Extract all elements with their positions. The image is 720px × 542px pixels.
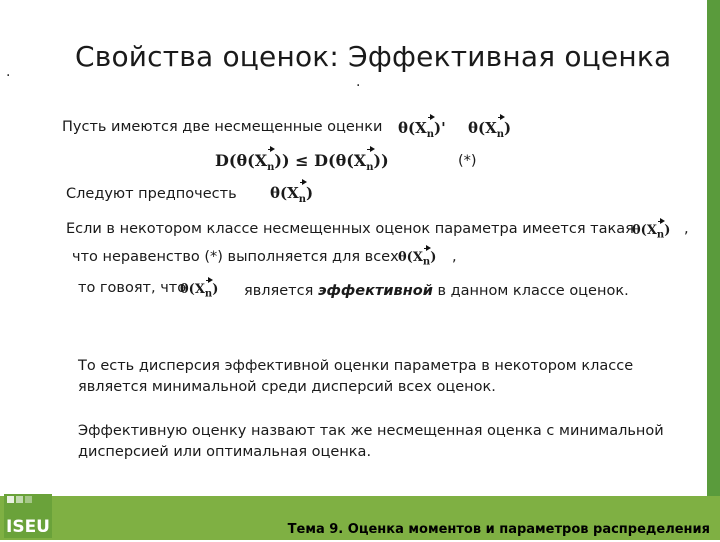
ineq-d-right: D (314, 151, 328, 170)
ineq-left-sub: n (267, 162, 275, 174)
para1-line2: является минимальной среди дисперсий всех оценок. (78, 379, 496, 395)
comma-1: , (684, 221, 689, 237)
estimate-1-prime: ' (441, 119, 446, 137)
line-prefer: Следуют предпочесть (66, 186, 237, 202)
estimate-2-formula (468, 119, 511, 140)
effective-estimate (180, 282, 218, 300)
line-two-estimates: Пусть имеются две несмещенные оценки (62, 119, 383, 135)
estimate-1-close: ) (434, 119, 442, 137)
estimate-1-body: θ(X (398, 119, 427, 137)
title-dot: . (356, 74, 361, 90)
ineq-right-sub: n (366, 162, 374, 174)
all-est-sub: n (422, 256, 431, 268)
slide-title: Свойства оценок: Эффективная оценка (75, 40, 672, 73)
para1-line1: То есть дисперсия эффективной оценки параметра в некотором классе (78, 358, 634, 374)
ineq-left-close1: ) (274, 151, 282, 170)
footer-topic: Тема 9. Оценка моментов и параметров распределения (287, 522, 710, 537)
ineq-left-close2: ) (281, 151, 290, 170)
is-word: является (244, 283, 314, 299)
estimate-2-body: θ(X (468, 119, 497, 137)
comma-2: , (452, 249, 457, 265)
all-est-close: ) (430, 250, 437, 265)
para2-line1: Эффективную оценку назвают так же несмещенная оценка с минимальной (78, 423, 664, 439)
iseu-logo (4, 494, 52, 538)
iseu-logo-icon (4, 494, 52, 538)
estimate-1-sub: n (426, 129, 435, 140)
effective-est-sub: n (204, 288, 213, 300)
variance-inequality: $D(\theta(X_n)) \le D(\theta(X_n))$ (215, 151, 389, 174)
class-suffix: в данном классе оценок. (437, 283, 629, 299)
preferred-est-close: ) (306, 184, 314, 202)
ineq-left-est: θ(X (236, 151, 268, 170)
ineq-le-sign: ≤ (295, 151, 309, 170)
class-estimate (632, 223, 670, 241)
para2-line2: дисперсией или оптимальная оценка. (78, 444, 372, 460)
preferred-est-sub: n (298, 194, 307, 205)
estimate-1-formula (398, 119, 446, 140)
logo-text: ISEU (6, 517, 50, 537)
estimate-2-close: ) (504, 119, 512, 137)
effective-sentence (244, 283, 629, 299)
preferred-estimate (270, 184, 313, 205)
class-est-sub: n (656, 229, 665, 241)
ineq-right-close1: ) (373, 151, 382, 170)
all-est-body: θ(X (398, 250, 423, 265)
ineq-d-left: D (215, 151, 229, 170)
star-mark: (*) (458, 153, 477, 169)
class-est-body: θ(X (632, 223, 657, 238)
side-dot: . (6, 64, 11, 80)
line-if-class: Если в некотором классе несмещенных оценок параметра имеется такая (66, 221, 634, 237)
line-inequality-holds: что неравенство (*) выполняется для всех (72, 249, 399, 265)
preferred-est-body: θ(X (270, 184, 299, 202)
effective-word: эффективной (317, 283, 433, 299)
estimate-2-sub: n (496, 129, 505, 140)
all-estimates (398, 250, 436, 268)
line-say-that: то говоят, что (78, 280, 187, 296)
effective-est-body: θ(X (180, 282, 205, 297)
effective-est-close: ) (212, 282, 219, 297)
ineq-right-close2: ) (381, 151, 389, 170)
ineq-right-est: θ(X (335, 151, 367, 170)
class-est-close: ) (664, 223, 671, 238)
right-accent-bar (707, 0, 720, 540)
